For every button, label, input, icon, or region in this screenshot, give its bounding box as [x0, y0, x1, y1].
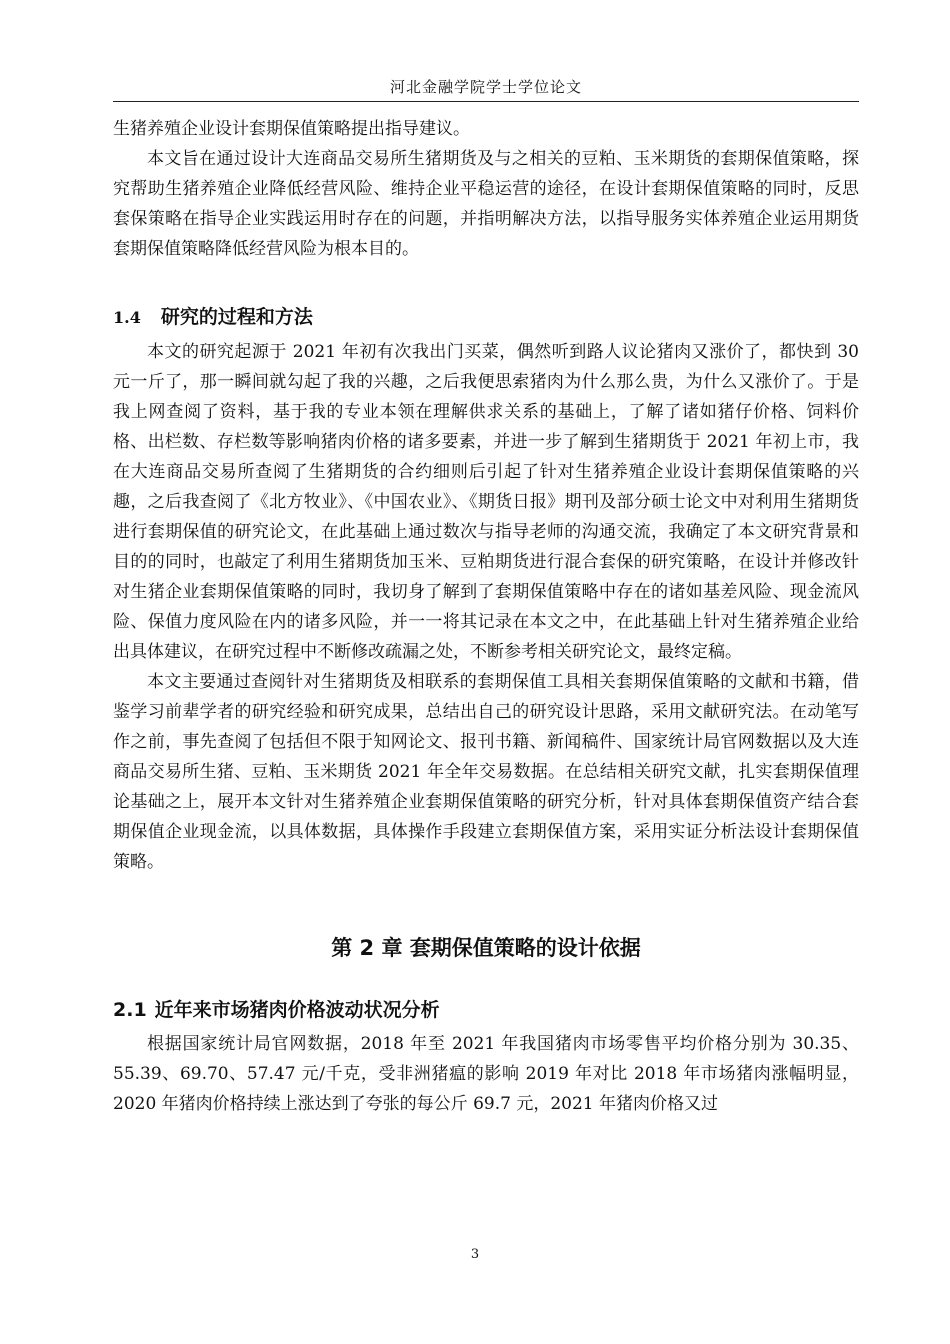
section-number: 1.4 [113, 308, 141, 327]
paragraph: 生猪养殖企业设计套期保值策略提出指导建议。 [113, 119, 470, 139]
chapter-title: 第 2 章 套期保值策略的设计依据 [331, 936, 641, 960]
section-heading-1-4 [113, 302, 859, 333]
section-number: 2.1 [113, 999, 147, 1021]
paragraph: 根据国家统计局官网数据，2018 年至 2021 年我国猪肉市场零售平均价格分别为 30.35、55.39、69.70、57.47 元/千克，受非洲猪瘟的影响 2019 年对比 2018 年市场猪肉涨幅明显，2020 年猪肉价格持续上涨达到了夸张的每公斤 69.7 元，2021 年猪肉价格又过 [113, 1034, 859, 1114]
section-title: 研究的过程和方法 [160, 306, 313, 328]
page-number: 3 [470, 1247, 480, 1262]
paragraph: 本文的研究起源于 2021 年初有次我出门买菜，偶然听到路人议论猪肉又涨价了，都快到 30 元一斤了，那一瞬间就勾起了我的兴趣，之后我便思索猪肉为什么那么贵，为什么又涨价了。于是我上网查阅了资料，基于我的专业本领在理解供求关系的基础上，了解了诸如猪仔价格、饲料价格、出栏数、存栏数等影响猪肉价格的诸多要素，并进一步了解到生猪期货于 2021 年初上市，我在大连商品交易所查阅了生猪期货的合约细则后引起了针对生猪养殖企业设计套期保值策略的兴趣，之后我查阅了《北方牧业》、《中国农业》、《期货日报》期刊及部分硕士论文中对利用生猪期货进行套期保值的研究论文，在此基础上通过数次与指导老师的沟通交流，我确定了本文研究背景和目的的同时，也敲定了利用生猪期货加玉米、豆粕期货进行混合套保的研究策略，在设计并修改针对生猪企业套期保值策略的同时，我切身了解到了套期保值策略中存在的诸如基差风险、现金流风险、保值力度风险在内的诸多风险，并一一将其记录在本文之中，在此基础上针对生猪养殖企业给出具体建议，在研究过程中不断修改疏漏之处，不断参考相关研究论文，最终定稿。 [113, 342, 859, 662]
section-title: 近年来市场猪肉价格波动状况分析 [154, 999, 440, 1021]
page-body [113, 114, 859, 1119]
section-heading-2-1 [113, 995, 859, 1025]
running-header: 河北金融学院学士学位论文 [389, 78, 582, 96]
paragraph: 本文主要通过查阅针对生猪期货及相联系的套期保值工具相关套期保值策略的文献和书籍，借鉴学习前辈学者的研究经验和研究成果，总结出自己的研究设计思路，采用文献研究法。在动笔写作之前，事先查阅了包括但不限于知网论文、报刊书籍、新闻稿件、国家统计局官网数据以及大连商品交易所生猪、豆粕、玉米期货 2021 年全年交易数据。在总结相关研究文献，扎实套期保值理论基础之上，展开本文针对生猪养殖企业套期保值策略的研究分析，针对具体套期保值资产结合套期保值企业现金流，以具体数据，具体操作手段建立套期保值方案，采用实证分析法设计套期保值策略。 [113, 672, 859, 872]
header-rule [113, 101, 859, 102]
paragraph: 本文旨在通过设计大连商品交易所生猪期货及与之相关的豆粕、玉米期货的套期保值策略，探究帮助生猪养殖企业降低经营风险、维持企业平稳运营的途径，在设计套期保值策略的同时，反思套保策略在指导企业实践运用时存在的问题，并指明解决方法，以指导服务实体养殖企业运用期货套期保值策略降低经营风险为根本目的。 [113, 149, 859, 259]
